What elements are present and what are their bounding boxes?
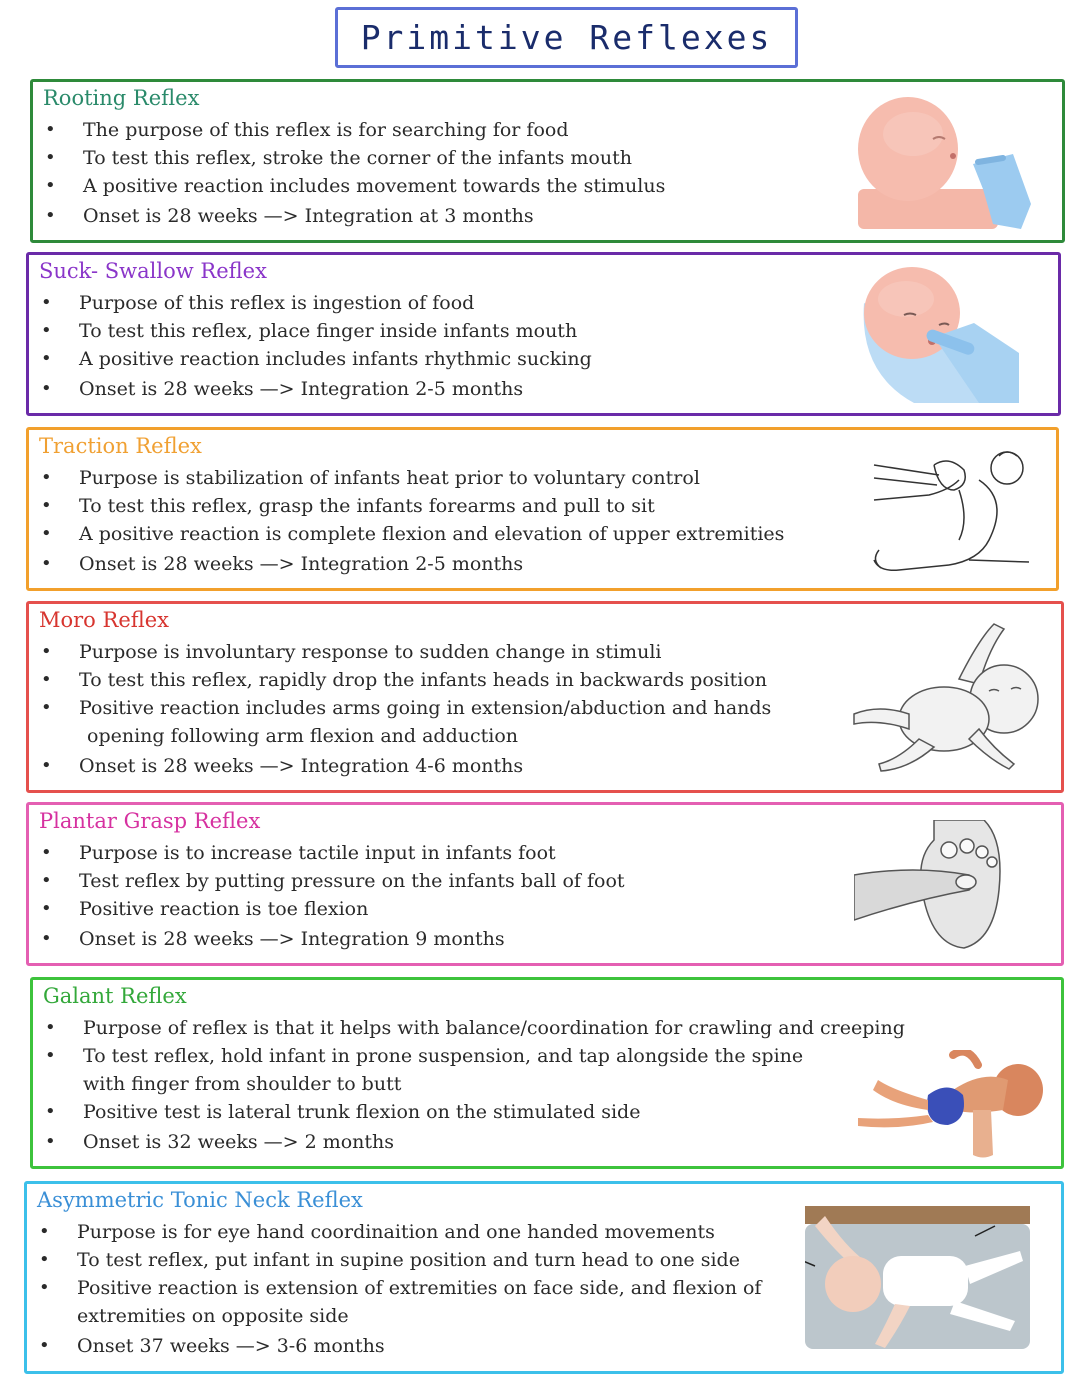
list-item: • Onset is 28 weeks —> Integration 2-5 months — [37, 375, 592, 403]
traction-illustration — [859, 440, 1034, 580]
list-item: • A positive reaction is complete flexion and elevation of upper extremities — [37, 520, 784, 548]
reflex-list — [37, 289, 592, 403]
reflex-card-moro — [26, 601, 1064, 793]
list-item: • To test this reflex, stroke the corner of the infants mouth — [41, 144, 665, 172]
list-item: • Test reflex by putting pressure on the infants ball of foot — [37, 867, 625, 895]
reflex-card-suck-swallow — [26, 252, 1061, 416]
list-item: • Purpose is stabilization of infants heat prior to voluntary control — [37, 464, 784, 492]
list-item: • Onset is 32 weeks —> 2 months — [41, 1128, 905, 1156]
list-item: • Onset is 28 weeks —> Integration 2-5 months — [37, 550, 784, 578]
list-item: • To test reflex, put infant in supine position and turn head to one side — [35, 1246, 761, 1274]
reflex-title: Rooting Reflex — [43, 86, 200, 110]
reflex-title: Asymmetric Tonic Neck Reflex — [37, 1188, 363, 1212]
suck-swallow-illustration — [854, 263, 1024, 408]
list-item: • Onset 37 weeks —> 3-6 months — [35, 1332, 761, 1360]
reflex-card-galant — [30, 977, 1064, 1169]
reflex-list — [41, 1014, 905, 1156]
reflex-list — [37, 464, 784, 578]
page-title-box — [335, 7, 798, 68]
reflex-card-traction — [26, 427, 1059, 591]
list-item: • Onset is 28 weeks —> Integration 9 months — [37, 925, 625, 953]
moro-illustration — [839, 619, 1049, 779]
list-item: • Onset is 28 weeks —> Integration 4-6 months — [37, 752, 771, 780]
list-item: • Purpose of reflex is that it helps with balance/coordination for crawling and creeping — [41, 1014, 905, 1042]
list-item: • To test this reflex, grasp the infants forearms and pull to sit — [37, 492, 784, 520]
list-item-continuation: opening following arm flexion and adduction — [87, 725, 519, 747]
list-item: • Purpose is for eye hand coordinaition and one handed movements — [35, 1218, 761, 1246]
list-item: • Positive reaction includes arms going in extension/abduction and hands opening following arm flexion and adduction — [37, 694, 771, 750]
galant-illustration — [853, 1050, 1043, 1160]
list-item: • Purpose is to increase tactile input in infants foot — [37, 839, 625, 867]
reflex-title: Moro Reflex — [39, 608, 170, 632]
reflex-list — [37, 839, 625, 953]
reflex-list — [37, 638, 771, 780]
list-item: • A positive reaction includes infants rhythmic sucking — [37, 345, 592, 373]
rooting-illustration — [853, 94, 1033, 229]
atnr-illustration — [805, 1206, 1030, 1351]
list-item: • To test this reflex, rapidly drop the infants heads in backwards position — [37, 666, 771, 694]
plantar-grasp-illustration — [854, 820, 1039, 955]
list-item: • Onset is 28 weeks —> Integration at 3 months — [41, 202, 665, 230]
reflex-title: Suck- Swallow Reflex — [39, 259, 267, 283]
list-item: • Positive reaction is extension of extremities on face side, and flexion of extremities on opposite side — [35, 1274, 761, 1330]
reflex-card-atnr — [24, 1181, 1064, 1374]
list-item: • To test this reflex, place finger inside infants mouth — [37, 317, 592, 345]
reflex-card-rooting — [30, 79, 1065, 243]
list-item: • Positive reaction is toe flexion — [37, 895, 625, 923]
reflex-title: Traction Reflex — [39, 434, 202, 458]
reflex-list — [41, 116, 665, 230]
list-item: • Purpose is involuntary response to sudden change in stimuli — [37, 638, 771, 666]
list-item: • A positive reaction includes movement towards the stimulus — [41, 172, 665, 200]
reflex-list — [35, 1218, 761, 1360]
list-item-continuation: with finger from shoulder to butt — [83, 1073, 402, 1095]
list-item-continuation: extremities on opposite side — [77, 1305, 349, 1327]
list-item: • The purpose of this reflex is for searching for food — [41, 116, 665, 144]
list-item: • Purpose of this reflex is ingestion of food — [37, 289, 592, 317]
list-item: • Positive test is lateral trunk flexion on the stimulated side — [41, 1098, 905, 1126]
reflex-title: Galant Reflex — [43, 984, 187, 1008]
reflex-title: Plantar Grasp Reflex — [39, 809, 261, 833]
list-item: • To test reflex, hold infant in prone suspension, and tap alongside the spine with finger from shoulder to butt — [41, 1042, 905, 1098]
page-title: Primitive Reflexes — [360, 18, 773, 57]
reflex-card-plantar-grasp — [26, 802, 1064, 966]
